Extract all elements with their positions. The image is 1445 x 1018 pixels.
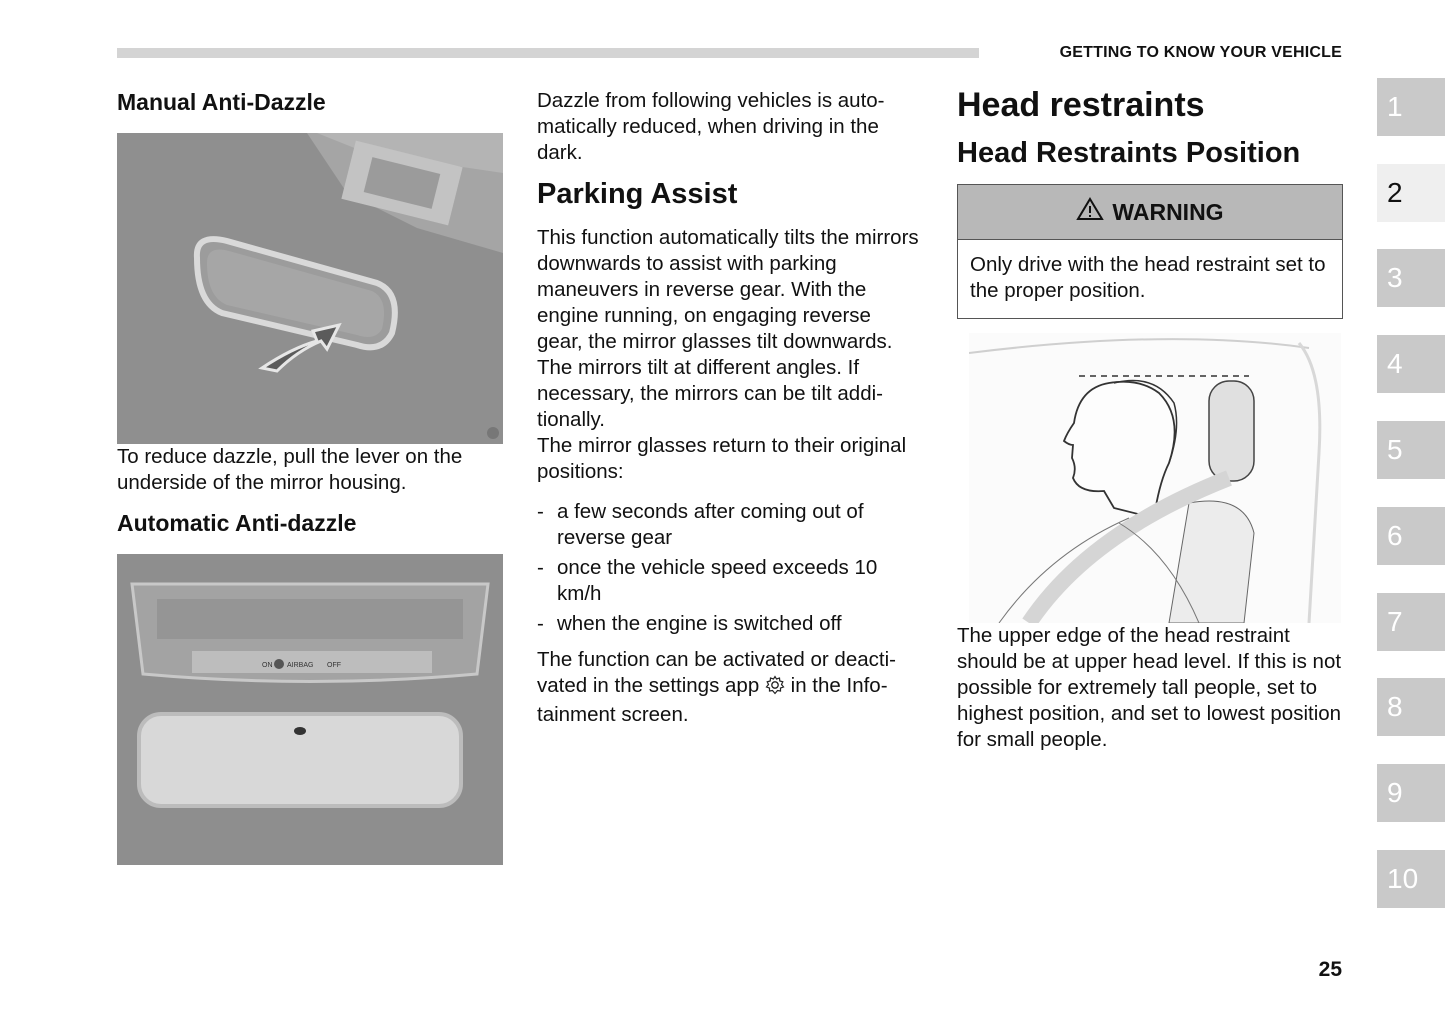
parking-assist-para-1: This function automatically tilts the mirrors downwards to assist with parking maneuvers in reverse gear. With the engine running, on engaging reverse gear, the mirror glasses tilt downwards.: [537, 226, 919, 353]
chapter-tab-3[interactable]: 3: [1377, 249, 1445, 307]
warning-text: Only drive with the head restraint set to the proper position.: [970, 253, 1326, 302]
warning-box: [957, 184, 1343, 319]
warning-triangle-icon: [1076, 197, 1104, 227]
chapter-tab-8[interactable]: 8: [1377, 678, 1445, 736]
warning-header: [958, 185, 1342, 240]
manual-anti-dazzle-heading: Manual Anti-Dazzle: [117, 89, 326, 115]
mirror-return-list: [537, 499, 922, 637]
console-off-label: OFF: [327, 662, 341, 669]
chapter-tab-6[interactable]: 6: [1377, 507, 1445, 565]
page-number: 25: [1318, 958, 1342, 981]
chapter-tab-5[interactable]: 5: [1377, 421, 1445, 479]
chapter-tab-2[interactable]: 2: [1377, 164, 1445, 222]
chapter-tab-10[interactable]: 10: [1377, 850, 1445, 908]
list-item: - once the vehicle speed exceeds 10 km/h: [537, 555, 922, 607]
manual-mirror-illustration: [117, 133, 503, 444]
parking-assist-para-4: [537, 647, 922, 728]
para-4-start: The function can be activated or deacti-vated in the settings app: [537, 648, 896, 697]
warning-body: [958, 240, 1342, 318]
list-item: - when the engine is switched off: [537, 611, 922, 637]
section-title: GETTING TO KNOW YOUR VEHICLE: [1059, 44, 1342, 61]
parking-assist-para-2: The mirrors tilt at different angles. If necessary, the mirrors can be tilt addi-tionally.: [537, 356, 883, 431]
head-restraint-caption: The upper edge of the head restraint should be at upper head level. If this is not possible for extremely tall people, set to highest position, and set to lowest position for small people.: [957, 624, 1342, 751]
head-restraint-drawing: [969, 333, 1341, 623]
automatic-mirror-drawing: [117, 554, 503, 865]
parking-assist-para-3: The mirror glasses return to their original positions:: [537, 434, 907, 483]
console-on-label: ON: [262, 662, 273, 669]
list-item: - a few seconds after coming out of reverse gear: [537, 499, 922, 551]
chapter-tab-4[interactable]: 4: [1377, 335, 1445, 393]
chapter-tab-1[interactable]: 1: [1377, 78, 1445, 136]
manual-anti-dazzle-caption: To reduce dazzle, pull the lever on the underside of the mirror housing.: [117, 445, 463, 494]
head-restraints-position-heading: Head Restraints Position: [957, 137, 1301, 169]
manual-mirror-drawing: [117, 133, 503, 444]
header-rule: [117, 48, 979, 58]
head-restraint-illustration: [969, 333, 1341, 623]
page-title: Head restraints: [957, 86, 1205, 124]
chapter-tab-7[interactable]: 7: [1377, 593, 1445, 651]
chapter-tab-9[interactable]: 9: [1377, 764, 1445, 822]
automatic-anti-dazzle-heading: Automatic Anti-dazzle: [117, 510, 357, 536]
auto-dazzle-intro: Dazzle from following vehicles is auto-matically reduced, when driving in the dark.: [537, 89, 885, 164]
automatic-mirror-illustration: [117, 554, 503, 865]
column-right: [957, 86, 1343, 753]
gear-icon: [765, 675, 785, 702]
para-4-end: in the Info-tainment screen.: [537, 674, 888, 726]
column-left: [117, 86, 503, 865]
warning-label: WARNING: [1112, 198, 1224, 225]
column-middle: [537, 86, 922, 728]
parking-assist-heading: Parking Assist: [537, 178, 738, 210]
console-airbag-label: AIRBAG: [287, 662, 314, 669]
